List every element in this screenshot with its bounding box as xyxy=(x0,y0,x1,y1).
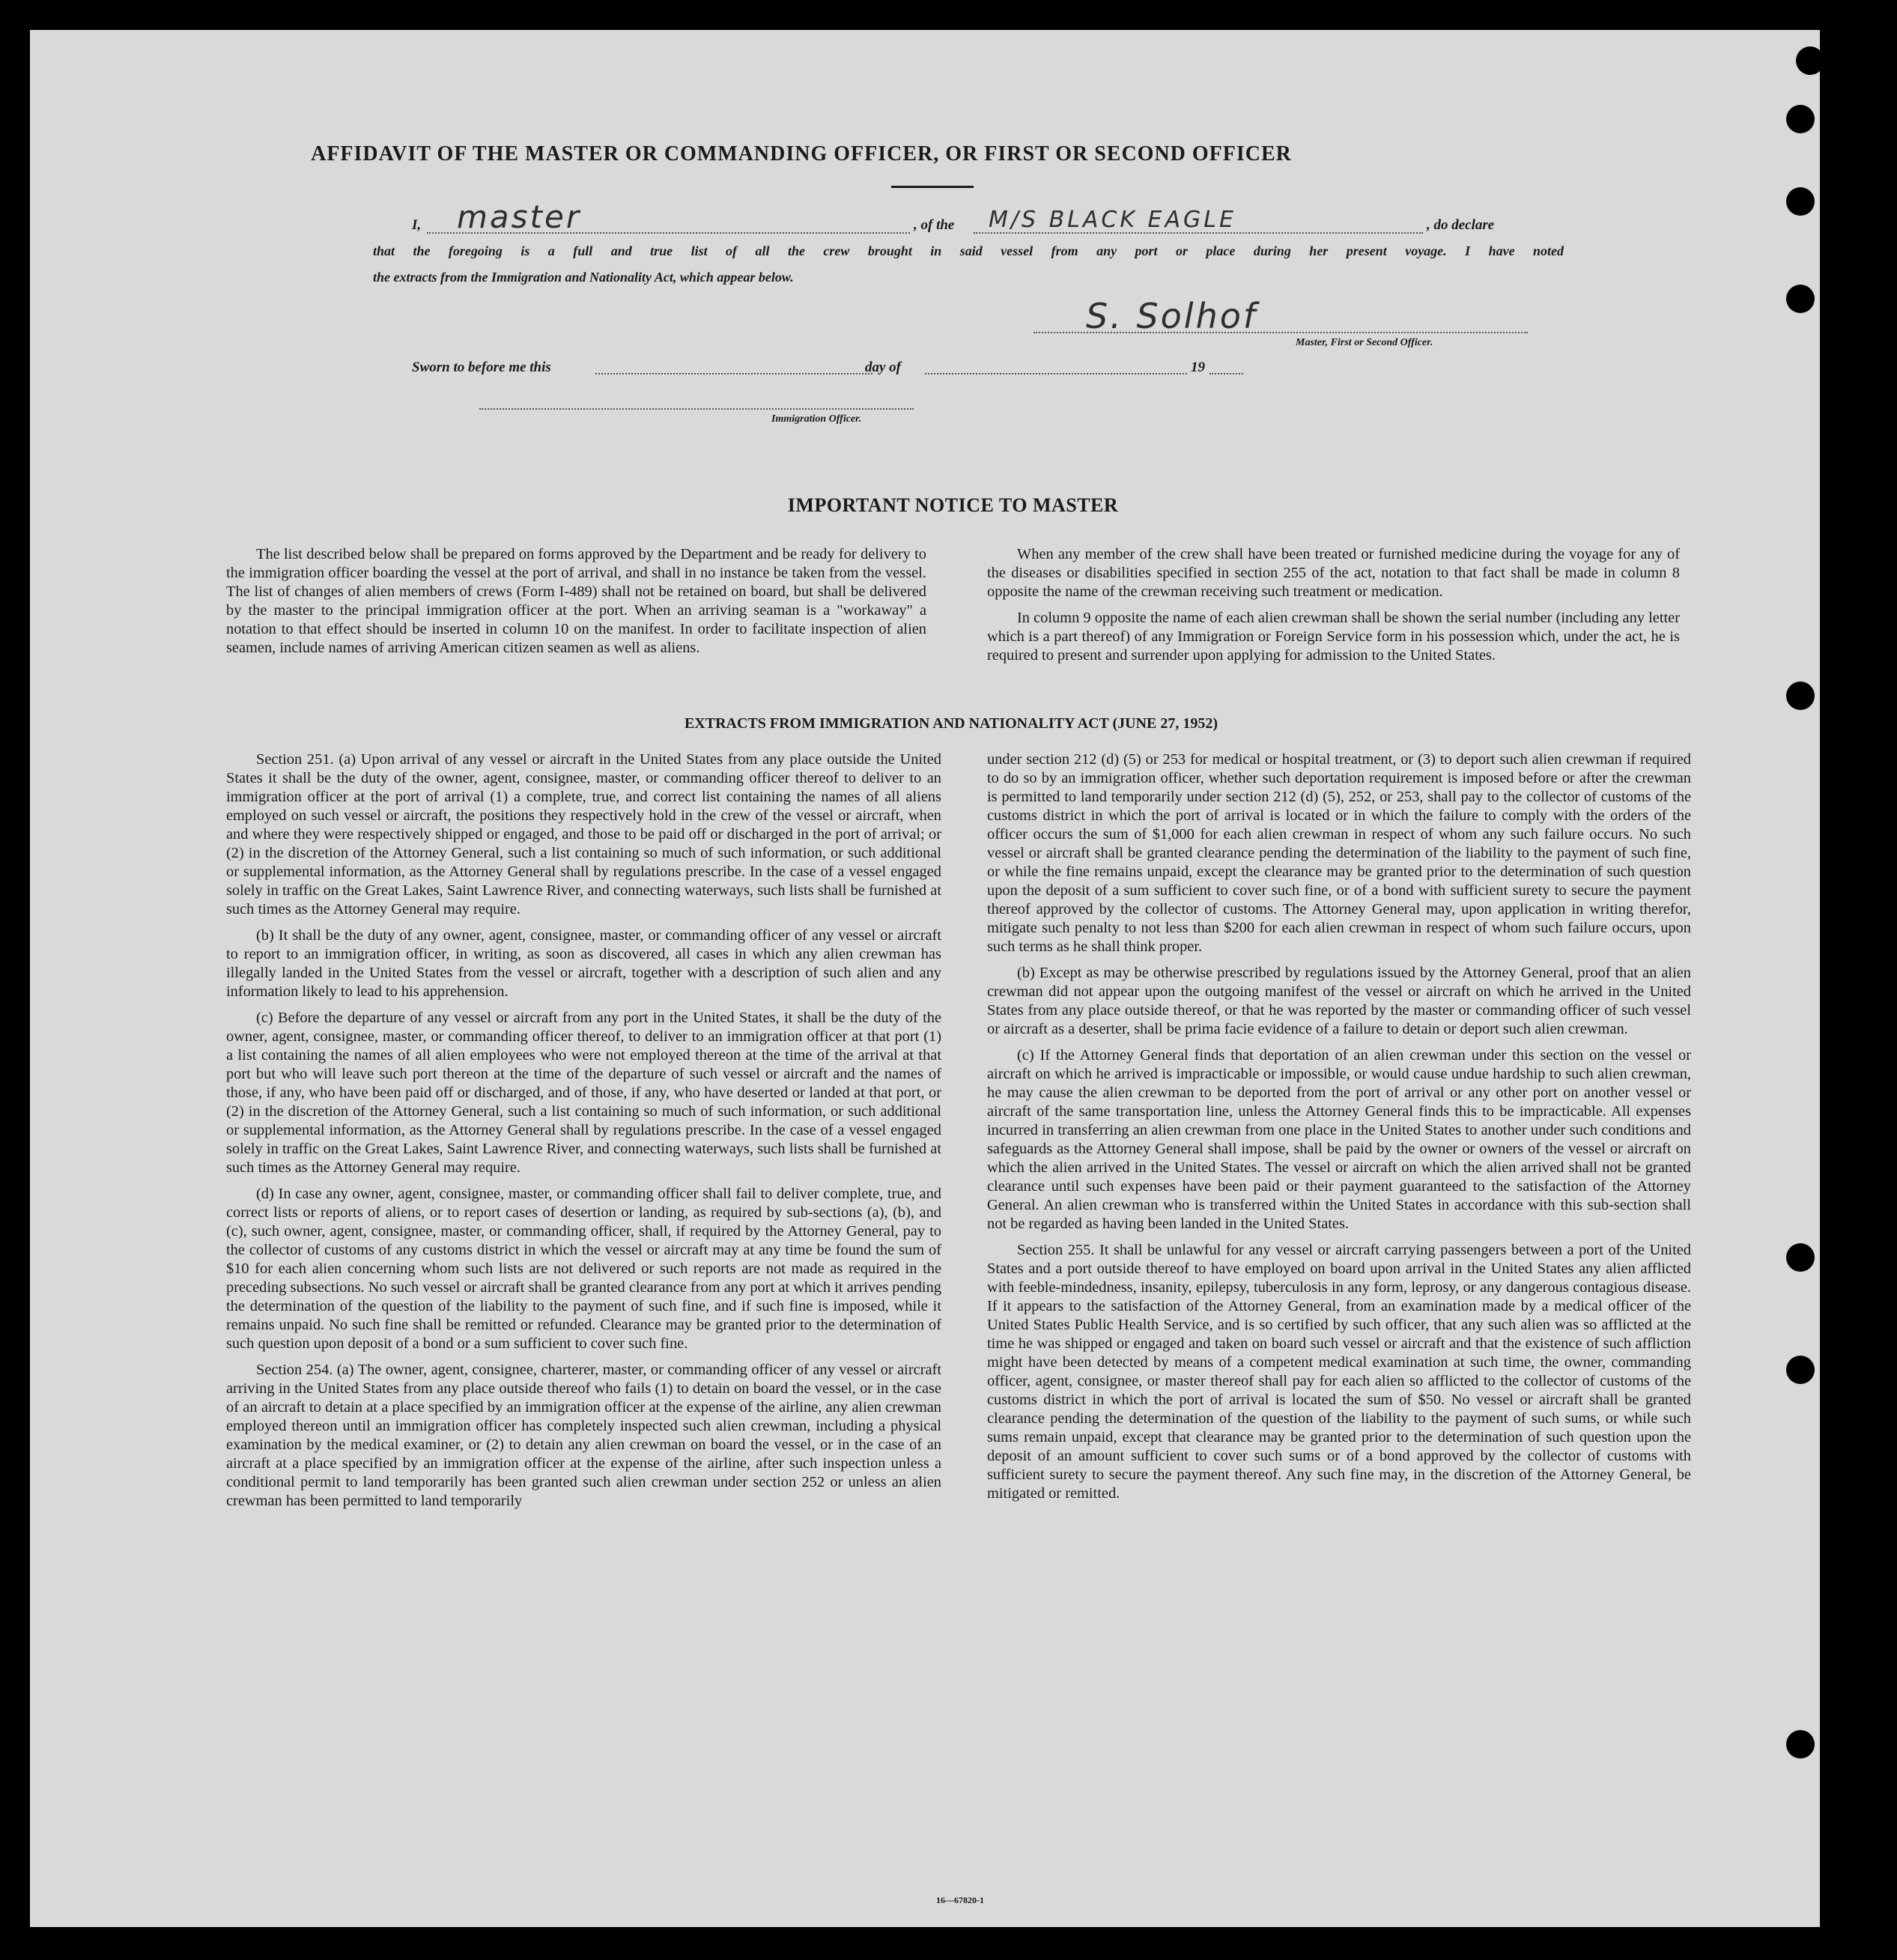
affidavit-title: AFFIDAVIT OF THE MASTER OR COMMANDING OFFICER, OR FIRST OR SECOND OFFICER xyxy=(311,142,1292,166)
year-label: 19 xyxy=(1191,359,1205,375)
extracts-title: EXTRACTS FROM IMMIGRATION AND NATIONALITY ACT (JUNE 27, 1952) xyxy=(684,715,1218,732)
form-code: 16—67820-1 xyxy=(936,1895,984,1905)
title-rule xyxy=(891,186,974,188)
sworn-day-line xyxy=(595,373,872,374)
do-declare-label: , do declare xyxy=(1427,217,1495,233)
extract-section-254a: Section 254. (a) The owner, agent, consignee, charterer, master, or commanding officer of any vessel or aircraft arriving in the United States from any place outside thereof who fails (1) to detain on board the vessel, or in the case of an aircraft to detain at a place specified by an immigration officer at the expense of the airline, any alien crewman employed thereon until an immigration officer has completely inspected such alien crewman, including a physical examination by the medical examiner, or (2) to detain any alien crewman on board the vessel, or in the case of an aircraft at a place specified by an immigration officer at the expense of the airline, after such inspection unless a conditional permit to land temporarily has been granted such alien crewman under section 252 or unless an alien crewman has been permitted to land temporarily xyxy=(226,1362,941,1509)
declaration-line-1: that the foregoing is a full and true list of all the crew brought in said vessel from any port or place during her present voyage. I have noted xyxy=(373,243,1564,258)
day-of-label: day of xyxy=(865,359,902,375)
immigration-officer-line xyxy=(479,408,914,410)
punch-hole xyxy=(1786,187,1815,216)
notice-right-text-1: When any member of the crew shall have been treated or furnished medicine during the voyage for any of the diseases or disabilities specified in section 255 of the act, notation to that fact shall be made in column 8 opposite the name of the crewman receiving such treatment or medication. xyxy=(987,546,1680,600)
notice-left-column xyxy=(226,545,926,665)
signature-caption: Master, First or Second Officer. xyxy=(1296,337,1433,348)
extract-section-251d: (d) In case any owner, agent, consignee, master, or commanding officer shall fail to deliver complete, true, and correct lists or reports of aliens, or to report cases of desertion or landing, as required by sub-sections (a), (b), and (c), such owner, agent, consignee, master, or commanding officer, shall, if required by the Attorney General, pay to the collector of customs of any customs district in which the vessel or aircraft may at any time be found the sum of $10 for each alien concerning whom such lists are not delivered or such reports are not made as required in the preceding subsections. No such vessel or aircraft shall be granted clearance from any port at which it arrives pending the determination of the question of the liability to the payment of such fine, and if such fine is imposed, while it remains unpaid. No such fine shall be remitted or refunded. Clearance may be granted prior to the determination of such question upon deposit of a bond or a sum sufficient to cover such fine. xyxy=(226,1186,941,1352)
i-label: I, xyxy=(412,217,422,233)
extract-section-255: Section 255. It shall be unlawful for any vessel or aircraft carrying passengers between a port of the United States and a port outside thereof to have employed on board upon arrival in the United States any alien afflicted with feeble-mindedness, insanity, epilepsy, tuberculosis in any form, leprosy, or any dangerous contagious disease. If it appears to the satisfaction of the Attorney General, from an examination made by a medical officer of the United States Public Health Service, and is so certified by such officer, that any such alien was so afflicted at the time he was shipped or engaged and taken on board such vessel or aircraft and that the existence of such affliction might have been detected by means of a competent medical examination at such time, the owner, commanding officer, agent, consignee, or master thereof shall pay for each alien so afflicted to the collector of customs of the customs district in which the port of arrival is located the sum of $50. No vessel or aircraft shall be granted clearance pending the determination of the question of the liability to the payment of such sums, or while such sums remain unpaid, except that clearance may be granted prior to the determination of such question upon the deposit of an amount sufficient to cover such sums or of a bond approved by the collector of customs with sufficient surety to secure the payment thereof. Any such fine may, in the discretion of the Attorney General, be mitigated or remitted. xyxy=(987,1242,1691,1502)
extract-section-251a: Section 251. (a) Upon arrival of any vessel or aircraft in the United States from any place outside the United States it shall be the duty of the owner, agent, consignee, master, or commanding officer thereof to deliver to an immigration officer at the port of arrival (1) a complete, true, and correct list containing the names of all aliens employed on such vessel or aircraft, the positions they respectively hold in the crew of the vessel or aircraft, when and where they were respectively shipped or engaged, and those to be paid off or discharged in the port of arrival; or (2) in the discretion of the Attorney General, such a list containing so much of such information, or such additional or supplemental information, as the Attorney General shall by regulations prescribe. In the case of a vessel engaged solely in traffic on the Great Lakes, Saint Lawrence River, and connecting waterways, such lists shall be furnished at such times as the Attorney General may require. xyxy=(226,751,941,917)
sworn-label: Sworn to before me this xyxy=(412,359,551,375)
extracts-left-column xyxy=(226,750,941,1518)
punch-hole xyxy=(1786,682,1815,710)
document-page xyxy=(30,30,1820,1927)
punch-hole xyxy=(1786,1356,1815,1384)
notice-left-text: The list described below shall be prepared on forms approved by the Department and be ready for delivery to the immigration officer boarding the vessel at the port of arrival, and shall in no instance be taken from the vessel. The list of changes of alien members of crews (Form I-489) shall not be retained on board, but shall be delivered by the master to the principal immigration officer at the port. When an arriving seaman is a "workaway" a notation to that effect should be inserted in column 10 on the manifest. In order to facilitate inspection of alien seamen, include names of arriving American citizen seamen as well as aliens. xyxy=(226,546,926,656)
notice-title: IMPORTANT NOTICE TO MASTER xyxy=(787,494,1119,516)
officer-caption: Immigration Officer. xyxy=(771,413,862,425)
punch-hole xyxy=(1786,285,1815,313)
extract-section-251c: (c) Before the departure of any vessel or aircraft from any port in the United States, it shall be the duty of the owner, agent, consignee, master, or commanding officer thereof, to deliver to an immigration officer at that port (1) a list containing the names of all alien employees who were not employed thereon at the time of the arrival at that port but who will leave such port thereon at the time of the departure of such vessel or aircraft and the names of those, if any, who have been paid off or discharged, and of those, if any, who have deserted or landed at that port, or (2) in the discretion of the Attorney General, such a list containing so much of such information, or such additional or supplemental information, as the Attorney General shall by regulations prescribe. In the case of a vessel engaged solely in traffic on the Great Lakes, Saint Lawrence River, and connecting waterways, such lists shall be furnished at such times as the Attorney General may require. xyxy=(226,1010,941,1176)
extract-section-251b: (b) It shall be the duty of any owner, agent, consignee, master, or commanding officer of any vessel or aircraft to report to an immigration officer, in writing, as soon as discovered, all cases in which any alien crewman has illegally landed in the United States from the vessel or aircraft, together with a description of such alien and any information likely to lead to his apprehension. xyxy=(226,927,941,1000)
punch-hole xyxy=(1786,1730,1815,1759)
punch-hole xyxy=(1786,1243,1815,1272)
notice-right-text-2: In column 9 opposite the name of each alien crewman shall be shown the serial number (including any letter which is a part thereof) of any Immigration or Foreign Service form in his possession which, under the act, he is required to present and surrender upon applying for admission to the United States. xyxy=(987,610,1680,664)
sworn-month-line xyxy=(925,373,1187,374)
officer-signature: S. Solhof xyxy=(1086,296,1258,336)
of-the-label: , of the xyxy=(914,217,955,233)
extracts-right-column xyxy=(987,750,1691,1511)
vessel-name-handwriting: M/S BLACK EAGLE xyxy=(989,207,1236,233)
extract-section-254a-continued: under section 212 (d) (5) or 253 for medical or hospital treatment, or (3) to deport such alien crewman if required to do so by an immigration officer, whether such deportation requirement is imposed before or after the crewman is permitted to land temporarily under section 212 (d) (5), 252, or 253, shall pay to the collector of customs of the customs district in which the port of arrival is located or in which the failure to comply with the orders of the officer occurs the sum of $1,000 for each alien crewman in respect of whom any such failure occurs. No such vessel or aircraft shall be granted clearance pending the determination of the liability to the payment of such fine, or while the fine remains unpaid, except the clearance may be granted prior to the determination of such question upon the deposit of a sum sufficient to cover such fine, or of a bond with sufficient surety to secure the payment thereof approved by the collector of customs. The Attorney General may, upon application in writing therefor, mitigate such penalty to not less than $200 for each alien crewman in respect of whom such failure occurs, upon such terms as he shall think proper. xyxy=(987,751,1691,955)
punch-hole xyxy=(1786,105,1815,133)
extract-section-254b: (b) Except as may be otherwise prescribed by regulations issued by the Attorney General, proof that an alien crewman did not appear upon the outgoing manifest of the vessel or aircraft on which he arrived in the United States from any place outside thereof, or that he was reported by the master or commanding officer of such vessel or aircraft as a deserter, shall be prima facie evidence of a failure to detain or deport such alien crewman. xyxy=(987,965,1691,1037)
declaration-line-2: the extracts from the Immigration and Nationality Act, which appear below. xyxy=(373,270,794,285)
notice-right-column xyxy=(987,545,1680,673)
extract-section-254c: (c) If the Attorney General finds that deportation of an alien crewman under this section on the vessel or aircraft on which he arrived is impracticable or impossible, or would cause undue hardship to such alien crewman, he may cause the alien crewman to be deported from the port of arrival or any other port on another vessel or aircraft of the same transportation line, unless the Attorney General finds this to be impracticable. All expenses incurred in transferring an alien crewman from one place in the United States to another under such conditions and safeguards as the Attorney General shall impose, shall be paid by the owner or owners of the vessel or aircraft on which the alien arrived in the United States. The vessel or aircraft on which the alien arrived shall not be granted clearance until such expenses have been paid or their payment guaranteed to the satisfaction of the Attorney General. An alien crewman who is transferred within the United States in accordance with this sub-section shall not be regarded as having been landed in the United States. xyxy=(987,1047,1691,1232)
master-name-handwriting: master xyxy=(457,198,582,235)
sworn-year-line xyxy=(1209,373,1243,374)
punch-hole xyxy=(1796,46,1820,75)
